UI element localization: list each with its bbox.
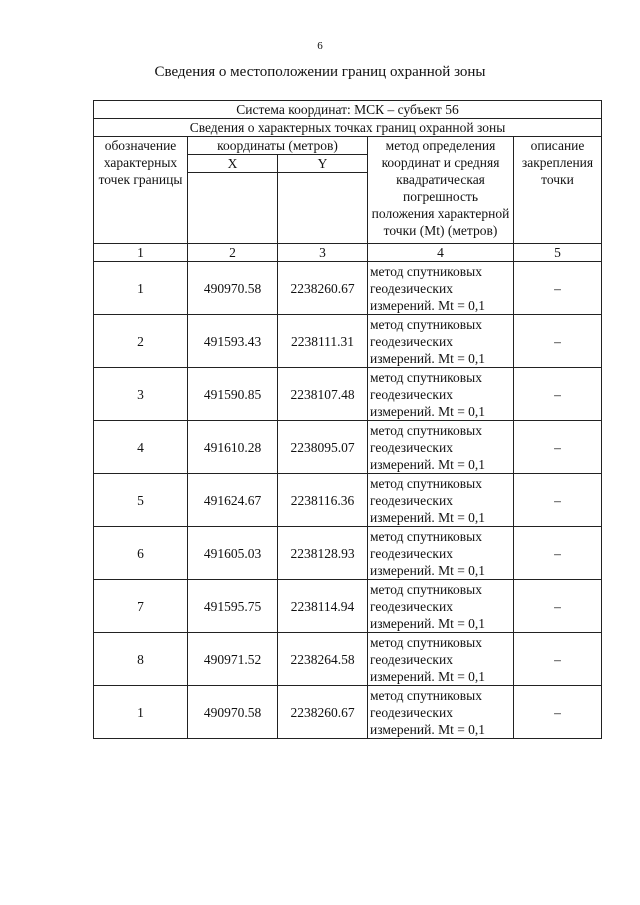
- method-text-line: измерений. Mt = 0,1: [370, 298, 486, 313]
- method-text-line: метод спутниковых: [370, 476, 482, 491]
- boundary-points-table: [93, 100, 602, 739]
- page-number: 6: [317, 40, 323, 52]
- method-text-line: измерений. Mt = 0,1: [370, 351, 486, 366]
- points-title-row: [94, 119, 602, 137]
- method-text-line: измерений. Mt = 0,1: [370, 510, 486, 525]
- point-designation-cell: 7: [94, 580, 188, 633]
- method-text-line: метод спутниковых: [370, 423, 482, 438]
- method-text-line: геодезических: [370, 599, 453, 614]
- method-cell: [368, 474, 514, 527]
- method-text-line: измерений. Mt = 0,1: [370, 457, 486, 472]
- x-coordinate-cell: 491595.75: [188, 580, 278, 633]
- point-designation-cell: 2: [94, 315, 188, 368]
- method-text-line: измерений. Mt = 0,1: [370, 404, 486, 419]
- method-text-line: метод спутниковых: [370, 317, 482, 332]
- x-coordinate-cell: 490971.52: [188, 633, 278, 686]
- y-coordinate-cell: 2238264.58: [278, 633, 368, 686]
- method-text-line: метод спутниковых: [370, 635, 482, 650]
- x-coordinate-cell: 491590.85: [188, 368, 278, 421]
- table-row: [94, 633, 602, 686]
- header-row-main: [94, 137, 602, 155]
- table-row: [94, 315, 602, 368]
- method-text-line: геодезических: [370, 493, 453, 508]
- table-row: [94, 686, 602, 739]
- point-designation-cell: 6: [94, 527, 188, 580]
- point-designation-cell: 1: [94, 686, 188, 739]
- point-designation-cell: 3: [94, 368, 188, 421]
- header-description: описание закрепления точки: [514, 137, 602, 244]
- point-designation-cell: 8: [94, 633, 188, 686]
- y-coordinate-cell: 2238128.93: [278, 527, 368, 580]
- method-text-line: измерений. Mt = 0,1: [370, 669, 486, 684]
- table-row: [94, 474, 602, 527]
- header-x: X: [188, 155, 278, 173]
- system-row: [94, 101, 602, 119]
- points-section-title: Сведения о характерных точках границ охранной зоны: [94, 119, 602, 137]
- x-coordinate-cell: 490970.58: [188, 686, 278, 739]
- method-cell: [368, 421, 514, 474]
- table-body: [94, 101, 602, 739]
- coordinate-system-title: Система координат: МСК – субъект 56: [94, 101, 602, 119]
- header-coordinates: координаты (метров): [188, 137, 368, 155]
- column-number: 4: [368, 244, 514, 262]
- method-text-line: геодезических: [370, 281, 453, 296]
- column-number-row: [94, 244, 602, 262]
- method-cell: [368, 315, 514, 368]
- method-text-line: метод спутниковых: [370, 370, 482, 385]
- method-cell: [368, 262, 514, 315]
- header-y-spacer: [278, 173, 368, 244]
- description-cell: –: [514, 527, 602, 580]
- point-designation-cell: 4: [94, 421, 188, 474]
- column-number: 2: [188, 244, 278, 262]
- description-cell: –: [514, 315, 602, 368]
- point-designation-cell: 1: [94, 262, 188, 315]
- method-cell: [368, 686, 514, 739]
- y-coordinate-cell: 2238260.67: [278, 686, 368, 739]
- method-text-line: геодезических: [370, 387, 453, 402]
- method-cell: [368, 527, 514, 580]
- header-y: Y: [278, 155, 368, 173]
- description-cell: –: [514, 633, 602, 686]
- y-coordinate-cell: 2238114.94: [278, 580, 368, 633]
- method-text-line: измерений. Mt = 0,1: [370, 722, 486, 737]
- table-row: [94, 262, 602, 315]
- method-text-line: геодезических: [370, 334, 453, 349]
- y-coordinate-cell: 2238095.07: [278, 421, 368, 474]
- method-text-line: геодезических: [370, 440, 453, 455]
- description-cell: –: [514, 368, 602, 421]
- header-point-designation: обозначение характерных точек границы: [94, 137, 188, 244]
- document-title: Сведения о местоположении границ охранной зоны: [154, 64, 486, 80]
- table-row: [94, 580, 602, 633]
- y-coordinate-cell: 2238107.48: [278, 368, 368, 421]
- method-text-line: метод спутниковых: [370, 529, 482, 544]
- y-coordinate-cell: 2238116.36: [278, 474, 368, 527]
- method-text-line: метод спутниковых: [370, 582, 482, 597]
- x-coordinate-cell: 491610.28: [188, 421, 278, 474]
- method-text-line: геодезических: [370, 652, 453, 667]
- method-text-line: геодезических: [370, 705, 453, 720]
- x-coordinate-cell: 491605.03: [188, 527, 278, 580]
- header-method: метод определения координат и средняя квадратическая погрешность положения характерной точки (Mt) (метров): [368, 137, 514, 244]
- description-cell: –: [514, 421, 602, 474]
- table-row: [94, 421, 602, 474]
- y-coordinate-cell: 2238260.67: [278, 262, 368, 315]
- method-text-line: метод спутниковых: [370, 264, 482, 279]
- method-cell: [368, 633, 514, 686]
- method-text-line: измерений. Mt = 0,1: [370, 616, 486, 631]
- description-cell: –: [514, 474, 602, 527]
- x-coordinate-cell: 490970.58: [188, 262, 278, 315]
- method-text-line: геодезических: [370, 546, 453, 561]
- description-cell: –: [514, 580, 602, 633]
- method-text-line: измерений. Mt = 0,1: [370, 563, 486, 578]
- description-cell: –: [514, 262, 602, 315]
- method-cell: [368, 580, 514, 633]
- point-designation-cell: 5: [94, 474, 188, 527]
- method-text-line: метод спутниковых: [370, 688, 482, 703]
- x-coordinate-cell: 491624.67: [188, 474, 278, 527]
- column-number: 3: [278, 244, 368, 262]
- y-coordinate-cell: 2238111.31: [278, 315, 368, 368]
- column-number: 5: [514, 244, 602, 262]
- header-x-spacer: [188, 173, 278, 244]
- method-cell: [368, 368, 514, 421]
- x-coordinate-cell: 491593.43: [188, 315, 278, 368]
- table-row: [94, 368, 602, 421]
- description-cell: –: [514, 686, 602, 739]
- table-row: [94, 527, 602, 580]
- column-number: 1: [94, 244, 188, 262]
